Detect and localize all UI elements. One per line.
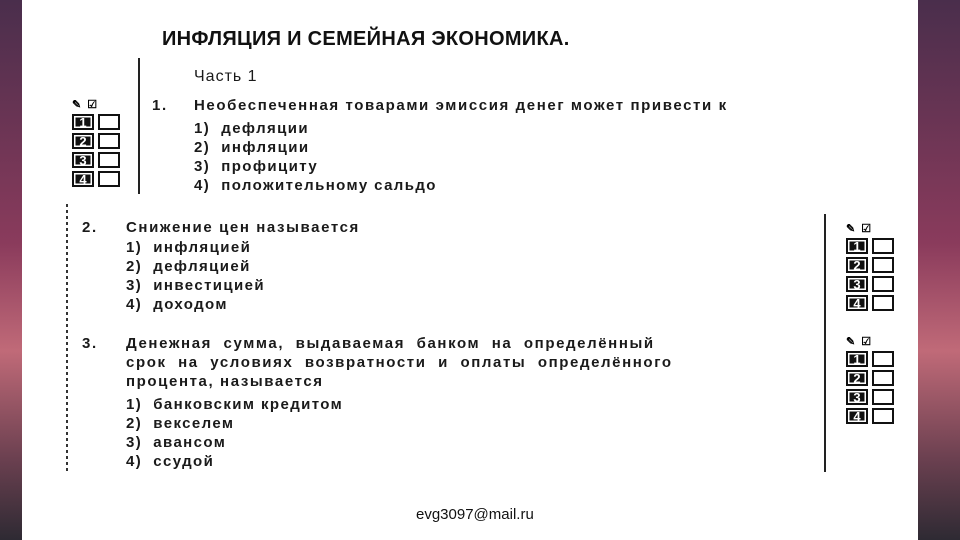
option: 1) инфляцией [126, 239, 252, 256]
question-text: Снижение цен называется [126, 219, 360, 236]
answer-box-header [846, 334, 896, 348]
answer-number: 2 [72, 133, 94, 149]
answer-cell[interactable] [98, 152, 120, 168]
option: 3) инвестицией [126, 277, 266, 294]
option: 1) дефляции [194, 120, 310, 137]
background-right-edge [918, 0, 960, 540]
answer-cell[interactable] [98, 133, 120, 149]
answer-box-header [846, 221, 896, 235]
option: 4) доходом [126, 296, 228, 313]
divider-line [138, 58, 140, 194]
answer-cell[interactable] [872, 257, 894, 273]
part-label: Часть 1 [194, 68, 258, 85]
answer-cell[interactable] [98, 114, 120, 130]
answer-number: 1 [846, 238, 868, 254]
answer-number: 4 [846, 295, 868, 311]
question-number: 1. [152, 97, 168, 114]
pencil-icon: ✎ [846, 222, 856, 235]
option: 4) положительному сальдо [194, 177, 437, 194]
question-text-line: срок на условиях возвратности и оплаты определённого [126, 354, 673, 371]
pencil-icon: ✎ [72, 98, 82, 111]
answer-cell[interactable] [872, 295, 894, 311]
footer-email: evg3097@mail.ru [416, 506, 534, 523]
answer-number: 3 [846, 389, 868, 405]
checkbox-checked-icon: ☑ [861, 335, 872, 348]
answer-number: 3 [72, 152, 94, 168]
option: 3) профициту [194, 158, 319, 175]
option: 3) авансом [126, 434, 227, 451]
checkbox-checked-icon: ☑ [861, 222, 872, 235]
checkbox-checked-icon: ☑ [87, 98, 98, 111]
option: 4) ссудой [126, 453, 215, 470]
answer-number: 1 [72, 114, 94, 130]
answer-cell[interactable] [872, 351, 894, 367]
divider-line [824, 214, 826, 472]
answer-cell[interactable] [872, 238, 894, 254]
answer-number: 1 [846, 351, 868, 367]
answer-cell[interactable] [872, 389, 894, 405]
dashed-margin-line [66, 204, 68, 474]
question-text: Необеспеченная товарами эмиссия денег может привести к [194, 97, 728, 114]
answer-number: 2 [846, 257, 868, 273]
option: 1) банковским кредитом [126, 396, 344, 413]
question-number: 3. [82, 335, 98, 352]
answer-number: 2 [846, 370, 868, 386]
option: 2) векселем [126, 415, 235, 432]
option: 2) дефляцией [126, 258, 251, 275]
answer-cell[interactable] [872, 408, 894, 424]
answer-number: 4 [72, 171, 94, 187]
answer-box-q3 [846, 334, 896, 424]
slide [22, 0, 918, 540]
answer-cell[interactable] [872, 276, 894, 292]
option: 2) инфляции [194, 139, 310, 156]
pencil-icon: ✎ [846, 335, 856, 348]
answer-box-q1 [72, 97, 122, 187]
answer-box-header [72, 97, 122, 111]
question-number: 2. [82, 219, 98, 236]
answer-number: 4 [846, 408, 868, 424]
answer-number: 3 [846, 276, 868, 292]
background-left-edge [0, 0, 22, 540]
slide-title: ИНФЛЯЦИЯ И СЕМЕЙНАЯ ЭКОНОМИКА. [162, 28, 570, 50]
answer-cell[interactable] [98, 171, 120, 187]
answer-box-q2 [846, 221, 896, 311]
question-text-line: Денежная сумма, выдаваемая банком на определённый [126, 335, 655, 352]
question-text-line: процента, называется [126, 373, 324, 390]
answer-cell[interactable] [872, 370, 894, 386]
